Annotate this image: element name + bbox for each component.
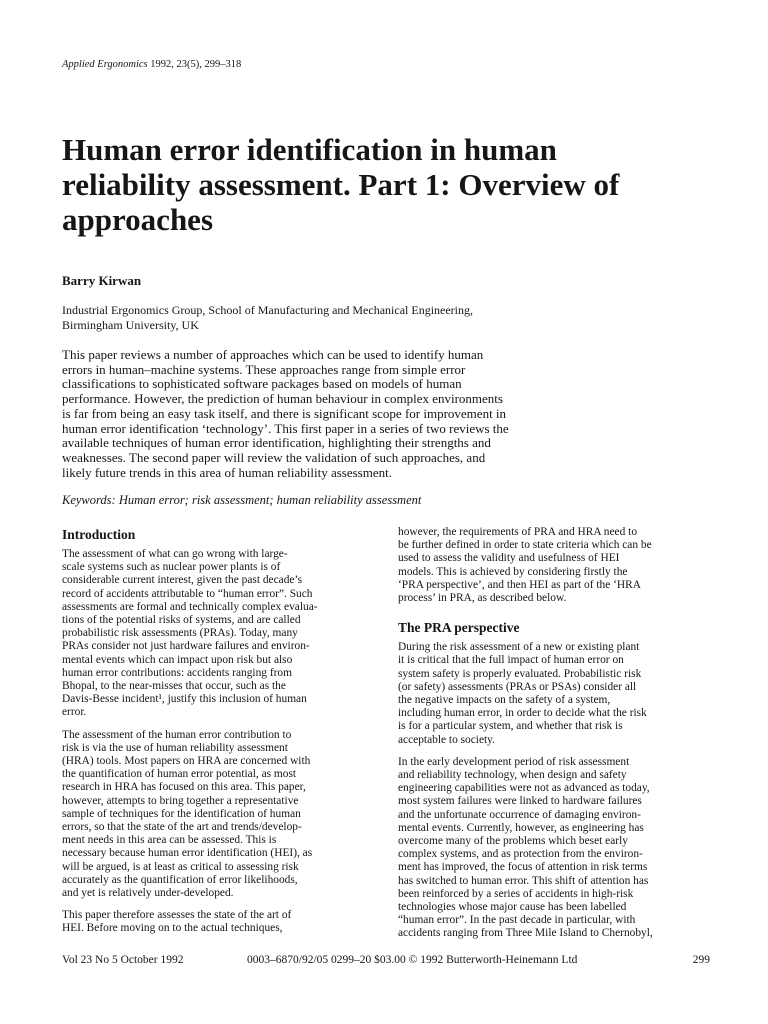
text-line: scale systems such as nuclear power plants is of — [62, 561, 281, 574]
journal-volume-pages: 1992, 23(5), 299–318 — [147, 59, 242, 70]
text-line: mental events. Currently, however, as engineering has — [398, 821, 644, 834]
text-line: process’ in PRA, as described below. — [398, 592, 567, 605]
title-line: reliability assessment. Part 1: Overview of — [62, 167, 620, 202]
text-line: In the early development period of risk assessment — [398, 755, 630, 768]
abstract-line: available techniques of human error identification, highlighting their strengths and — [62, 435, 491, 451]
footer-copyright: 0003–6870/92/05 0299–20 $03.00 © 1992 Butterworth-Heinemann Ltd — [247, 954, 578, 966]
text-line: complex systems, and as protection from the environ- — [398, 848, 643, 861]
text-line: the quantification of human error potential, as most — [62, 768, 297, 781]
abstract-line: errors in human–machine systems. These approaches range from simple error — [62, 361, 466, 377]
abstract-line: human error identification ‘technology’. This first paper in a series of two reviews the — [62, 420, 509, 436]
text-line: be further defined in order to state criteria which can be — [398, 539, 652, 552]
journal-citation — [62, 58, 241, 72]
paragraph — [62, 729, 362, 901]
text-line: necessary because human error identification (HEI), as — [62, 847, 313, 860]
text-line: acceptable to society. — [398, 733, 495, 746]
text-line: This paper therefore assesses the state of the art of — [62, 909, 292, 922]
text-line: sample of techniques for the identification of human — [62, 807, 301, 820]
affiliation-line: Industrial Ergonomics Group, School of Manufacturing and Mechanical Engineering, — [62, 303, 474, 317]
text-line: During the risk assessment of a new or existing plant — [398, 641, 640, 654]
abstract-line: weaknesses. The second paper will review the validation of such approaches, and — [62, 449, 486, 465]
text-line: human error contributions: accidents ranging from — [62, 666, 292, 679]
text-line: The assessment of what can go wrong with large- — [62, 548, 288, 560]
text-line: ment needs in this area can be assessed. This is — [62, 834, 277, 847]
affiliation-line: Birmingham University, UK — [62, 318, 199, 332]
text-line: considerable current interest, given the past decade’s — [62, 574, 303, 587]
text-line: system safety is properly evaluated. Probabilistic risk — [398, 667, 642, 680]
paragraph — [398, 526, 698, 605]
text-line: engineering capabilities were not as advanced as today, — [398, 782, 650, 795]
abstract-line: likely future trends in this area of human reliability assessment. — [62, 464, 392, 480]
text-line: used to assess the validity and usefulness of HEI — [398, 552, 620, 565]
paragraph — [398, 641, 698, 747]
text-line: risk is via the use of human reliability assessment — [62, 741, 288, 754]
text-line: models. This is achieved by considering firstly the — [398, 565, 628, 578]
text-line: ‘PRA perspective’, and then HEI as part of the ‘HRA — [398, 578, 641, 591]
text-line: most system failures were linked to hardware failures — [398, 795, 642, 808]
text-line: The assessment of the human error contribution to — [62, 728, 292, 741]
text-line: accurately as the quantification of error likelihoods, — [62, 873, 298, 886]
text-line: error. — [62, 706, 87, 719]
left-column — [62, 526, 362, 936]
text-line: probabilistic risk assessments (PRAs). Today, many — [62, 627, 298, 640]
text-line: tions of the potential risks of systems, and are called — [62, 614, 301, 627]
text-line: it is critical that the full impact of human error on — [398, 654, 624, 667]
text-line: (or safety) assessments (PRAs or PSAs) consider all — [398, 680, 637, 693]
text-line: Davis-Besse incident¹, justify this inclusion of human — [62, 693, 307, 706]
text-line: and reliability technology, when design and safety — [398, 769, 627, 782]
text-line: mental events which can impact upon risk but also — [62, 653, 293, 666]
right-column — [398, 526, 698, 941]
text-line: “human error”. In the past decade in particular, with — [398, 914, 636, 927]
abstract-line: performance. However, the prediction of human behaviour in complex environments — [62, 391, 503, 407]
paragraph — [398, 756, 698, 941]
text-line: HEI. Before moving on to the actual techniques, — [62, 922, 283, 935]
page-number: 299 — [692, 954, 710, 966]
text-line: ment has improved, the focus of attention in risk terms — [398, 861, 648, 874]
paragraph — [62, 909, 362, 935]
text-line: assessments are formal and technically complex evalua- — [62, 600, 318, 613]
text-line: and yet is relatively under-developed. — [62, 887, 234, 900]
paper-title — [62, 132, 722, 237]
text-line: research in HRA has focused on this area. This paper, — [62, 781, 306, 794]
text-line: PRAs consider not just hardware failures and environ- — [62, 640, 310, 653]
text-line: technologies whose major cause has been labelled — [398, 901, 627, 914]
keywords: Keywords: Human error; risk assessment; human reliability assessment — [62, 493, 422, 507]
abstract-line: This paper reviews a number of approaches which can be used to identify human — [62, 347, 484, 362]
text-line: including human error, in order to decide what the risk — [398, 707, 647, 720]
author-affiliation — [62, 303, 582, 333]
text-line: record of accidents attributable to “human error”. Such — [62, 587, 313, 600]
text-line: errors, so that the state of the art and trends/develop- — [62, 821, 302, 834]
text-line: has switched to human error. This shift of attention has — [398, 874, 649, 887]
journal-name: Applied Ergonomics — [62, 59, 148, 70]
text-line: Bhopal, to the near-misses that occur, such as the — [62, 680, 286, 693]
text-line: (HRA) tools. Most papers on HRA are concerned with — [62, 755, 311, 768]
title-line: Human error identification in human — [62, 132, 557, 167]
text-line: the negative impacts on the safety of a system, — [398, 694, 611, 707]
text-line: will be argued, is at least as critical to assessing risk — [62, 860, 299, 873]
paragraph — [62, 548, 362, 720]
text-line: is for a particular system, and whether that risk is — [398, 720, 623, 733]
text-line: however, the requirements of PRA and HRA need to — [398, 526, 638, 538]
abstract — [62, 348, 582, 480]
abstract-line: classifications to sophisticated software packages based on models of human — [62, 376, 462, 392]
text-line: been reinforced by a series of accidents in high-risk — [398, 887, 634, 900]
footer-issue: Vol 23 No 5 October 1992 — [62, 954, 184, 966]
abstract-line: is far from being an easy task itself, and there is significant scope for improvement in — [62, 405, 507, 421]
author-name: Barry Kirwan — [62, 273, 142, 288]
title-line: approaches — [62, 202, 214, 237]
text-line: overcome many of the problems which beset early — [398, 835, 628, 848]
section-heading-introduction: Introduction — [62, 527, 136, 542]
text-line: and the unfortunate occurrence of damaging environ- — [398, 808, 641, 821]
text-line: accidents ranging from Three Mile Island to Chernobyl, — [398, 927, 653, 940]
text-line: however, attempts to bring together a representative — [62, 794, 299, 807]
section-heading-pra-perspective: The PRA perspective — [398, 620, 520, 636]
